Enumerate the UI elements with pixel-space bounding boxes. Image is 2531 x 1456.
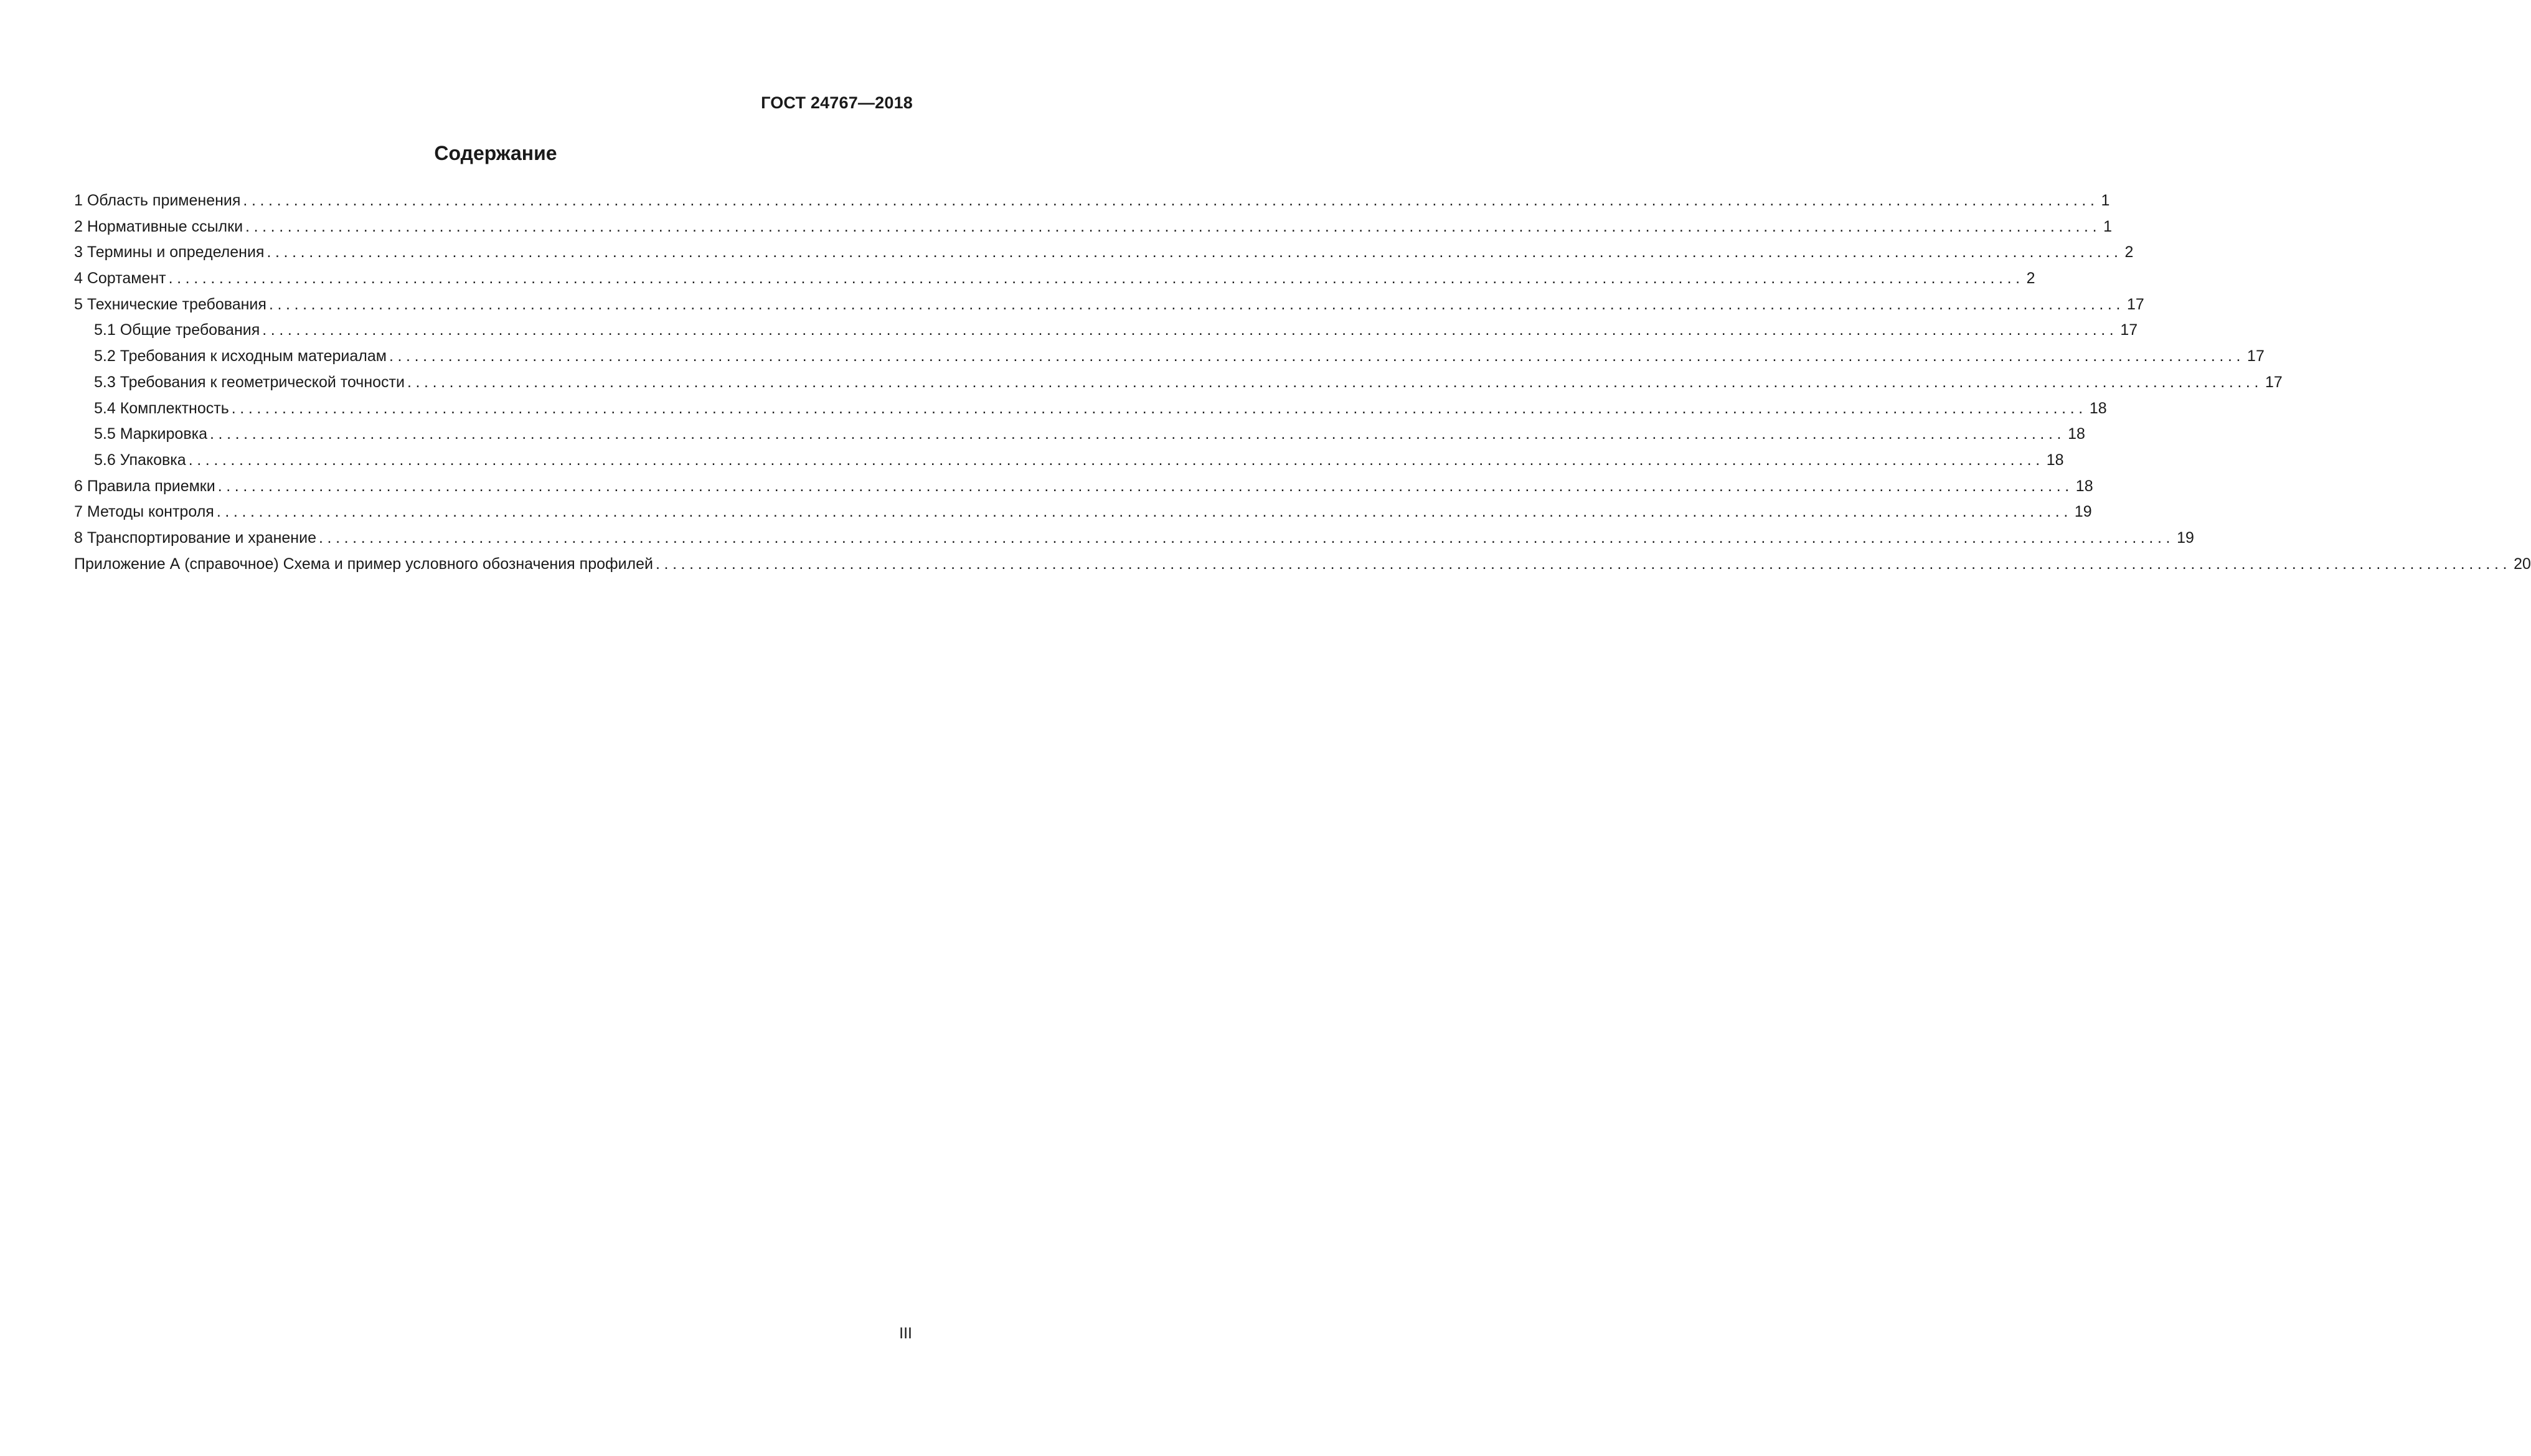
toc-entry-label: 7 Методы контроля xyxy=(74,503,214,521)
toc-entry-page: 1 xyxy=(2103,217,2113,235)
toc-entry-label: 5.6 Упаковка xyxy=(94,451,186,469)
toc-entry-page: 18 xyxy=(2068,425,2085,443)
toc-entry[interactable] xyxy=(74,525,2194,552)
toc-subentry[interactable] xyxy=(74,317,2138,344)
toc-leader-dots: ............................................................................................................................................................................................................................ xyxy=(262,321,2118,339)
toc-leader-dots: ............................................................................................................................................................................................................................ xyxy=(245,217,2101,235)
toc-entry-label: 5.2 Требования к исходным материалам xyxy=(94,347,387,365)
toc-entry-page: 2 xyxy=(2026,270,2035,288)
toc-leader-dots: ............................................................................................................................................................................................................................ xyxy=(656,555,2512,573)
toc-entry-label: 6 Правила приемки xyxy=(74,477,215,495)
toc-entry-page: 18 xyxy=(2046,451,2064,469)
toc-leader-dots: ............................................................................................................................................................................................................................ xyxy=(210,425,2066,443)
toc-entry-label: 5.3 Требования к геометрической точности xyxy=(94,373,405,391)
toc-entry[interactable] xyxy=(74,499,2092,525)
toc-entry[interactable] xyxy=(74,474,2093,500)
toc-leader-dots: ............................................................................................................................................................................................................................ xyxy=(407,373,2263,391)
toc-subentry[interactable] xyxy=(74,344,2265,370)
toc-entry[interactable] xyxy=(74,188,2110,214)
toc-entry[interactable] xyxy=(74,552,2531,578)
toc-entry-page: 17 xyxy=(2265,373,2283,391)
toc-entry-page: 17 xyxy=(2120,321,2138,339)
toc-leader-dots: ............................................................................................................................................................................................................................ xyxy=(217,477,2073,495)
toc-leader-dots: ............................................................................................................................................................................................................................ xyxy=(318,528,2175,547)
toc-subentry[interactable] xyxy=(74,421,2085,448)
toc-entry-page: 2 xyxy=(2124,243,2134,261)
toc-subentry[interactable] xyxy=(74,396,2107,422)
document-code: ГОСТ 24767—2018 xyxy=(761,93,913,112)
toc-entry-label: 5 Технические требования xyxy=(74,295,266,313)
toc-entry-page: 18 xyxy=(2075,477,2093,495)
toc-leader-dots: ............................................................................................................................................................................................................................ xyxy=(168,270,2024,288)
toc-entry[interactable] xyxy=(74,266,2035,292)
toc-entry-label: 1 Область применения xyxy=(74,192,241,209)
toc-entry[interactable] xyxy=(74,240,2134,266)
toc-entry-page: 20 xyxy=(2514,555,2531,573)
toc-entry-page: 19 xyxy=(2177,528,2194,547)
toc-leader-dots: ............................................................................................................................................................................................................................ xyxy=(216,503,2072,521)
toc-entry-label: 3 Термины и определения xyxy=(74,243,265,261)
toc-subentry[interactable] xyxy=(74,370,2283,396)
toc-entry-page: 17 xyxy=(2247,347,2265,365)
toc-leader-dots: ............................................................................................................................................................................................................................ xyxy=(188,451,2044,469)
page-number: III xyxy=(899,1325,912,1342)
table-of-contents xyxy=(74,188,2531,577)
toc-title: Содержание xyxy=(434,142,557,164)
toc-leader-dots: ............................................................................................................................................................................................................................ xyxy=(231,399,2087,417)
toc-entry-label: Приложение А (справочное) Схема и пример условного обозначения профилей xyxy=(74,555,653,573)
toc-leader-dots: ............................................................................................................................................................................................................................ xyxy=(266,243,2123,261)
toc-entry-label: 2 Нормативные ссылки xyxy=(74,217,243,235)
toc-leader-dots: ............................................................................................................................................................................................................................ xyxy=(268,295,2125,313)
toc-entry-page: 19 xyxy=(2074,503,2092,521)
toc-entry[interactable] xyxy=(74,214,2113,240)
toc-entry-label: 8 Транспортирование и хранение xyxy=(74,528,316,547)
toc-entry-label: 4 Сортамент xyxy=(74,270,166,288)
toc-entry-page: 18 xyxy=(2089,399,2107,417)
toc-entry-page: 1 xyxy=(2101,192,2110,209)
toc-entry-page: 17 xyxy=(2127,295,2144,313)
toc-entry[interactable] xyxy=(74,292,2144,318)
toc-leader-dots: ............................................................................................................................................................................................................................ xyxy=(389,347,2245,365)
toc-entry-label: 5.1 Общие требования xyxy=(94,321,260,339)
toc-entry-label: 5.5 Маркировка xyxy=(94,425,207,443)
toc-subentry[interactable] xyxy=(74,448,2064,474)
toc-leader-dots: ............................................................................................................................................................................................................................ xyxy=(243,192,2099,209)
toc-entry-label: 5.4 Комплектность xyxy=(94,399,229,417)
